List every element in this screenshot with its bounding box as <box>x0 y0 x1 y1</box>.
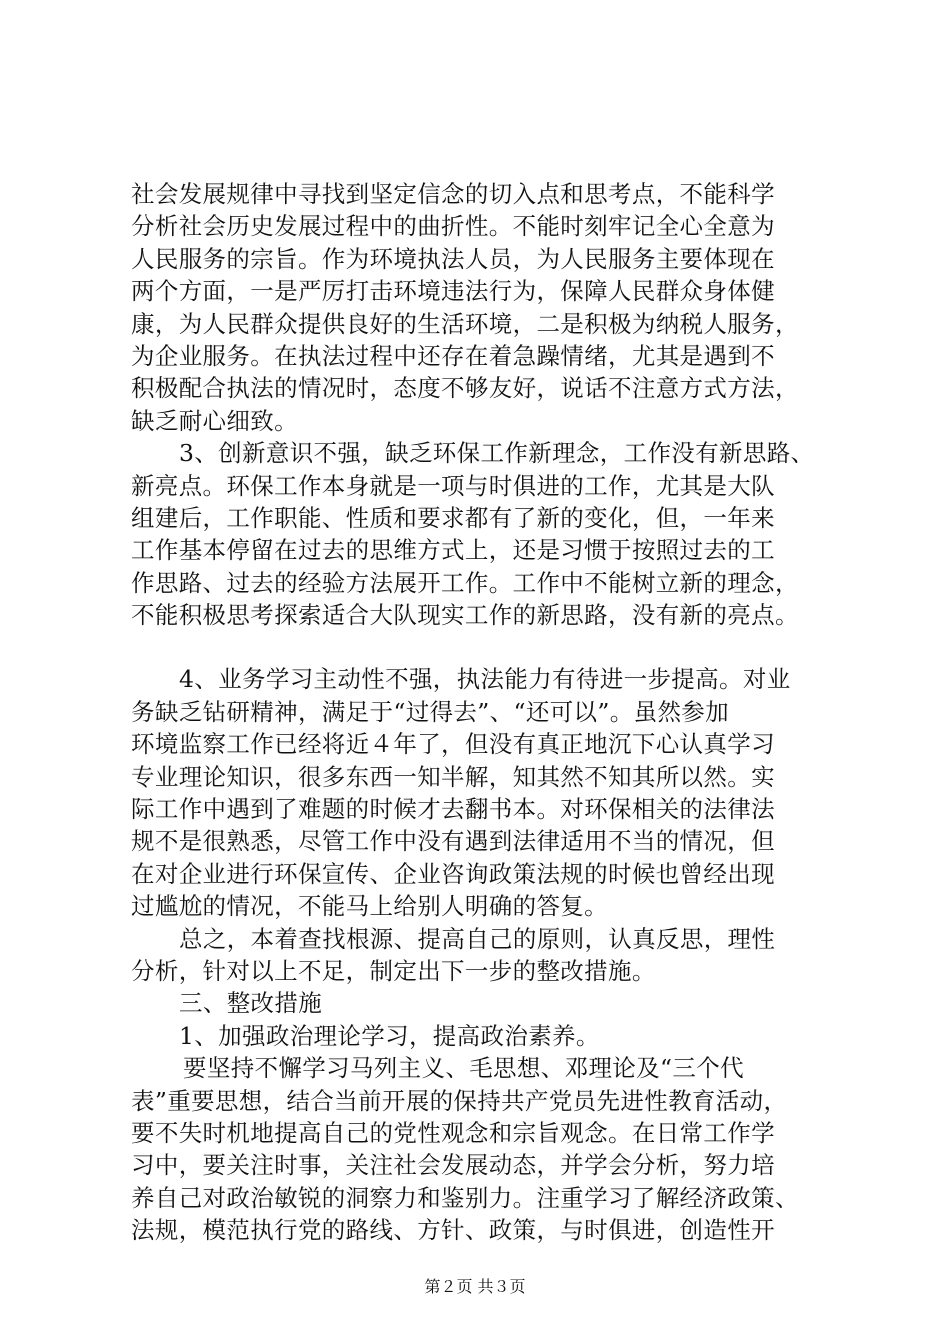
text-line: 专业理论知识，很多东西一知半解，知其然不知其所以然。实 <box>131 762 775 791</box>
page-footer: 第２页 共３页 <box>424 1277 526 1296</box>
paragraph <box>131 987 851 1019</box>
text-line: 务缺乏钻研精神，满足于“过得去”、“还可以”。虽然参加 <box>131 697 730 726</box>
text-line: 总之，本着查找根源、提高自己的原则，认真反思，理性 <box>179 924 776 953</box>
text-line: 社会发展规律中寻找到坚定信念的切入点和思考点，不能科学 <box>131 180 775 208</box>
text-line: 表”重要思想，结合当前开展的保持共产党员先进性教育活动， <box>131 1086 788 1115</box>
text-line: 积极配合执法的情况时，态度不够友好，说话不注意方式方法， <box>131 374 799 403</box>
paragraph <box>131 923 851 988</box>
document-body <box>131 178 851 1247</box>
text-line: 三、整改措施 <box>179 989 323 1018</box>
text-line: 要不失时机地提高自己的党性观念和宗旨观念。在日常工作学 <box>131 1118 775 1147</box>
text-line: 环境监察工作已经将近４年了，但没有真正地沉下心认真学习 <box>131 730 775 759</box>
text-line: 作思路、过去的经验方法展开工作。工作中不能树立新的理念， <box>131 568 799 597</box>
text-line: 在对企业进行环保宣传、企业咨询政策法规的时候也曾经出现 <box>131 859 775 888</box>
paragraph <box>131 178 851 437</box>
text-line: 为企业服务。在执法过程中还存在着急躁情绪，尤其是遇到不 <box>131 341 775 370</box>
paragraph <box>131 1052 851 1246</box>
paragraph-spacer <box>131 631 851 663</box>
text-line: 4、业务学习主动性不强，执法能力有待进一步提高。对业 <box>179 665 791 694</box>
text-line: 养自己对政治敏锐的洞察力和鉴别力。注重学习了解经济政策、 <box>131 1183 799 1212</box>
text-line: 分析，针对以上不足，制定出下一步的整改措施。 <box>131 956 656 985</box>
text-line: 要坚持不懈学习马列主义、毛思想、邓理论及“三个代 <box>183 1054 744 1083</box>
text-line: 际工作中遇到了难题的时候才去翻书本。对环保相关的法律法 <box>131 795 775 824</box>
text-line: 人民服务的宗旨。作为环境执法人员，为人民服务主要体现在 <box>131 244 775 273</box>
text-line: 规不是很熟悉，尽管工作中没有遇到法律适用不当的情况，但 <box>131 827 775 856</box>
paragraph <box>131 1020 851 1052</box>
text-line: 工作基本停留在过去的思维方式上，还是习惯于按照过去的工 <box>131 536 775 565</box>
text-line: 法规，模范执行党的路线、方针、政策，与时俱进，创造性开 <box>131 1216 775 1245</box>
text-line: 康，为人民群众提供良好的生活环境，二是积极为纳税人服务， <box>131 309 799 338</box>
text-line: 1、加强政治理论学习，提高政治素养。 <box>179 1021 600 1050</box>
text-line: 3、创新意识不强，缺乏环保工作新理念，工作没有新思路、 <box>179 439 815 468</box>
text-line: 分析社会历史发展过程中的曲折性。不能时刻牢记全心全意为 <box>131 212 775 241</box>
text-line: 两个方面，一是严厉打击环境违法行为，保障人民群众身体健 <box>131 277 775 306</box>
paragraph <box>131 437 851 631</box>
text-line: 缺乏耐心细致。 <box>131 406 298 435</box>
paragraph <box>131 663 851 922</box>
text-line: 组建后，工作职能、性质和要求都有了新的变化，但，一年来 <box>131 503 775 532</box>
text-line: 新亮点。环保工作本身就是一项与时俱进的工作，尤其是大队 <box>131 471 775 500</box>
text-line: 过尴尬的情况，不能马上给别人明确的答复。 <box>131 892 608 921</box>
text-line: 不能积极思考探索适合大队现实工作的新思路，没有新的亮点。 <box>131 601 799 630</box>
text-line: 习中，要关注时事，关注社会发展动态，并学会分析，努力培 <box>131 1151 775 1180</box>
